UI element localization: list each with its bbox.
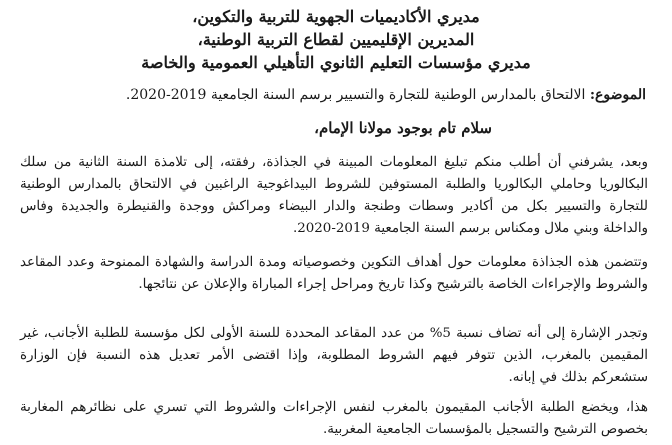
paragraph-content: وتتضمن هذه الجذاذة معلومات حول أهداف التكوين وخصوصياته ومدة الدراسة والشهادة الممنوحة وعدد المقاعد والشروط والإجراءات الخاصة بالترشيح وكذا تاريخ ومراحل إجراء المباراة والإعلان عن نتائجها.: [20, 255, 648, 292]
paragraph-intro: وبعد، يشرفني أن أطلب منكم تبليغ المعلومات المبينة في الجذاذة، رفقته، إلى تلامذة السنة الثانية من سلك البكالوريا وحاملي البكالوريا والطلبة المستوفين للشروط البيداغوجية الراغبين في الالتحاق بالمدارس الوطنية للتجارة والتسيير بكل من أكادير وسطات وطنجة والدار البيضاء ومراكش ووجدة والقنيطرة والجديدة وفاس والداخلة وبني ملال ومكناس برسم السنة الجامعية 2019-2020.: [20, 155, 648, 236]
salutation: سلام تام بوجود مولانا الإمام،: [314, 119, 492, 137]
subject-line: [126, 86, 646, 104]
subject-text: الالتحاق بالمدارس الوطنية للتجارة والتسيير برسم السنة الجامعية 2019-2020.: [125, 87, 586, 103]
addressee-line-academies: مديري الأكاديميات الجهوية للتربية والتكوين،: [192, 7, 480, 26]
addressee-line-provincial-directors: المديرين الإقليميين لقطاع التربية الوطنية،: [197, 30, 475, 49]
paragraph-resident-foreigners: هذا، ويخضع الطلبة الأجانب المقيمون بالمغرب لنفس الإجراءات والشروط التي تسري على نظائرهم المغاربة بخصوص الترشيح والتسجيل بالمؤسسات الجامعية المغربية.: [20, 400, 648, 437]
paragraph-foreign-quota: وتجدر الإشارة إلى أنه تضاف نسبة 5% من عدد المقاعد المحددة للسنة الأولى لكل مؤسسة للطلبة الأجانب، غير المقيمين بالمغرب، الذين تتوفر فيهم الشروط المطلوبة، وإذا اقتضى الأمر تعديل هذه النسبة فإن الوزارة ستشعركم بذلك في إبانه.: [20, 326, 648, 385]
addressee-line-school-directors: مديري مؤسسات التعليم الثانوي التأهيلي العمومية والخاصة: [141, 53, 531, 72]
subject-label: الموضوع:: [589, 87, 646, 103]
